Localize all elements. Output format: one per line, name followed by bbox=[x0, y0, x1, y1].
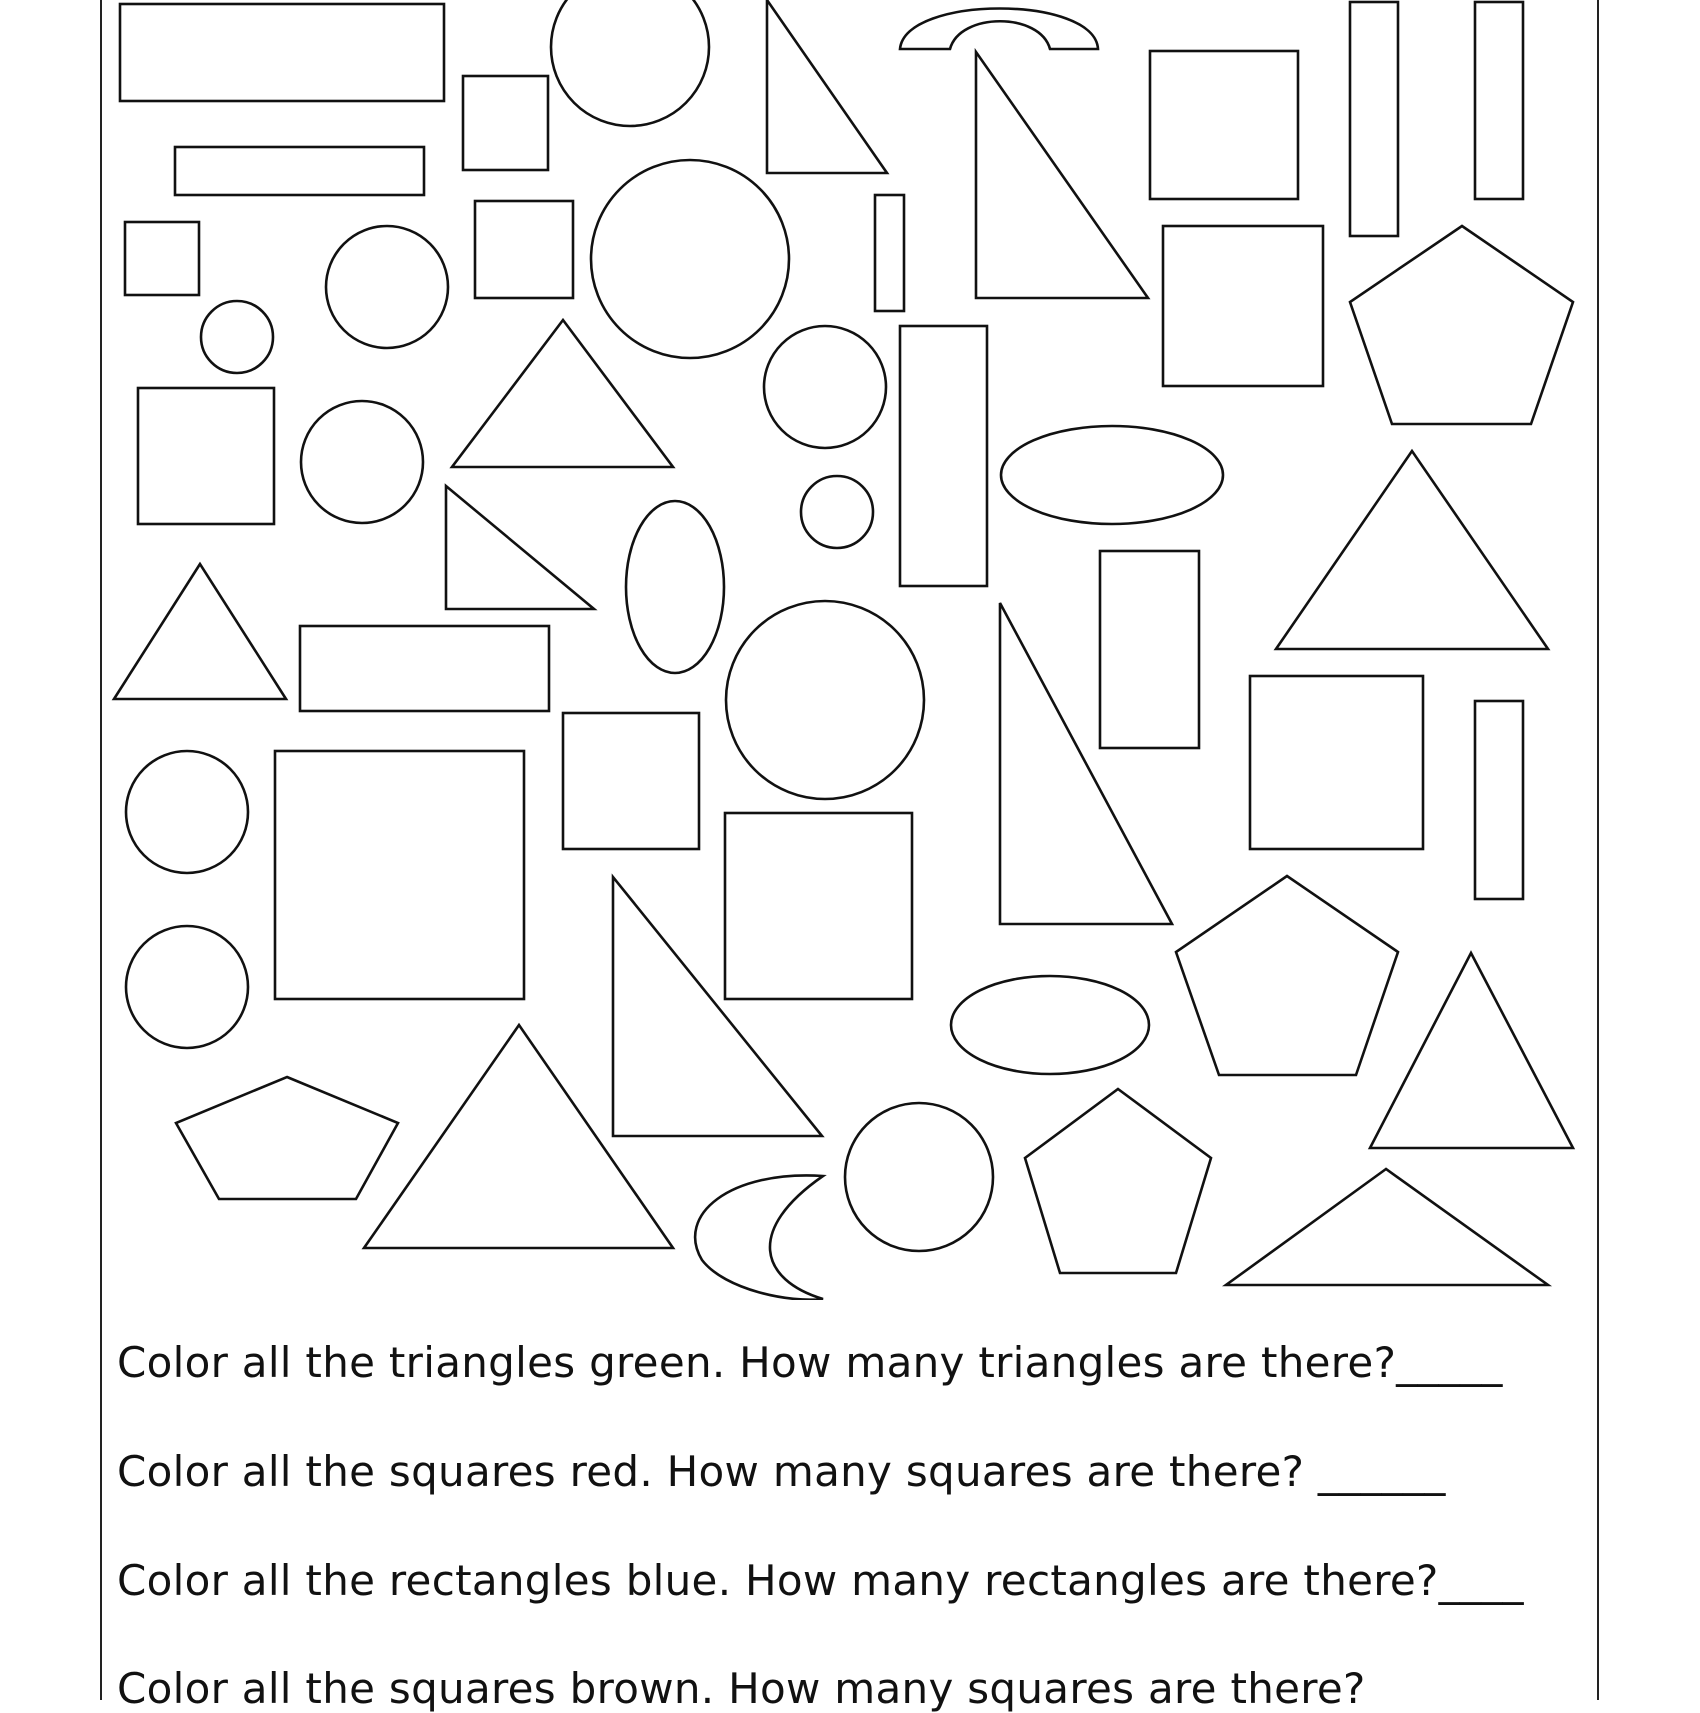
rectangle-shape bbox=[300, 626, 549, 711]
triangle-shape bbox=[976, 52, 1148, 298]
square-shape bbox=[475, 201, 573, 298]
circle-shape bbox=[301, 401, 423, 523]
square-shape bbox=[1250, 676, 1423, 849]
oval-shape bbox=[951, 976, 1149, 1074]
circle-shape bbox=[551, 0, 709, 126]
circle-shape bbox=[726, 601, 924, 799]
question-rectangles: Color all the rectangles blue. How many rectangles are there?____ bbox=[117, 1556, 1524, 1605]
pentagon-shape bbox=[1025, 1089, 1211, 1273]
triangle-shape bbox=[1370, 953, 1573, 1148]
circle-shape bbox=[126, 926, 248, 1048]
oval-shape bbox=[1001, 426, 1223, 524]
question-squares-brown: Color all the squares brown. How many squares are there? bbox=[117, 1664, 1366, 1713]
triangle-shape bbox=[114, 564, 286, 699]
crescent-shape bbox=[695, 1175, 823, 1299]
triangle-shape bbox=[1226, 1169, 1548, 1285]
triangle-shape bbox=[446, 486, 594, 609]
circle-shape bbox=[845, 1103, 993, 1251]
circle-shape bbox=[591, 160, 789, 358]
circle-shape bbox=[326, 226, 448, 348]
circle-shape bbox=[801, 476, 873, 548]
square-shape bbox=[563, 713, 699, 849]
rectangle-shape bbox=[1475, 2, 1523, 199]
square-shape bbox=[125, 222, 199, 295]
square-shape bbox=[725, 813, 912, 999]
triangle-shape bbox=[767, 0, 887, 173]
question-squares-red: Color all the squares red. How many squares are there? ______ bbox=[117, 1447, 1446, 1496]
rectangle-shape bbox=[1475, 701, 1523, 899]
rectangle-shape bbox=[175, 147, 424, 195]
rectangle-shape bbox=[900, 326, 987, 586]
rectangle-shape bbox=[1100, 551, 1199, 748]
square-shape bbox=[275, 751, 524, 999]
circle-shape bbox=[764, 326, 886, 448]
pentagon-shape bbox=[1350, 226, 1573, 424]
question-triangles: Color all the triangles green. How many triangles are there?_____ bbox=[117, 1338, 1503, 1387]
circle-shape bbox=[201, 301, 273, 373]
circle-shape bbox=[126, 751, 248, 873]
rectangle-shape bbox=[120, 4, 444, 101]
arch-shape bbox=[900, 9, 1098, 50]
triangle-shape bbox=[1276, 451, 1548, 649]
pentagon-shape bbox=[1176, 876, 1398, 1075]
square-shape bbox=[1150, 51, 1298, 199]
rectangle-shape bbox=[1350, 2, 1398, 236]
rectangle-shape bbox=[875, 195, 904, 311]
square-shape bbox=[463, 76, 548, 170]
square-shape bbox=[138, 388, 274, 524]
square-shape bbox=[1163, 226, 1323, 386]
oval-shape bbox=[626, 501, 724, 673]
pentagon-shape bbox=[176, 1077, 398, 1199]
